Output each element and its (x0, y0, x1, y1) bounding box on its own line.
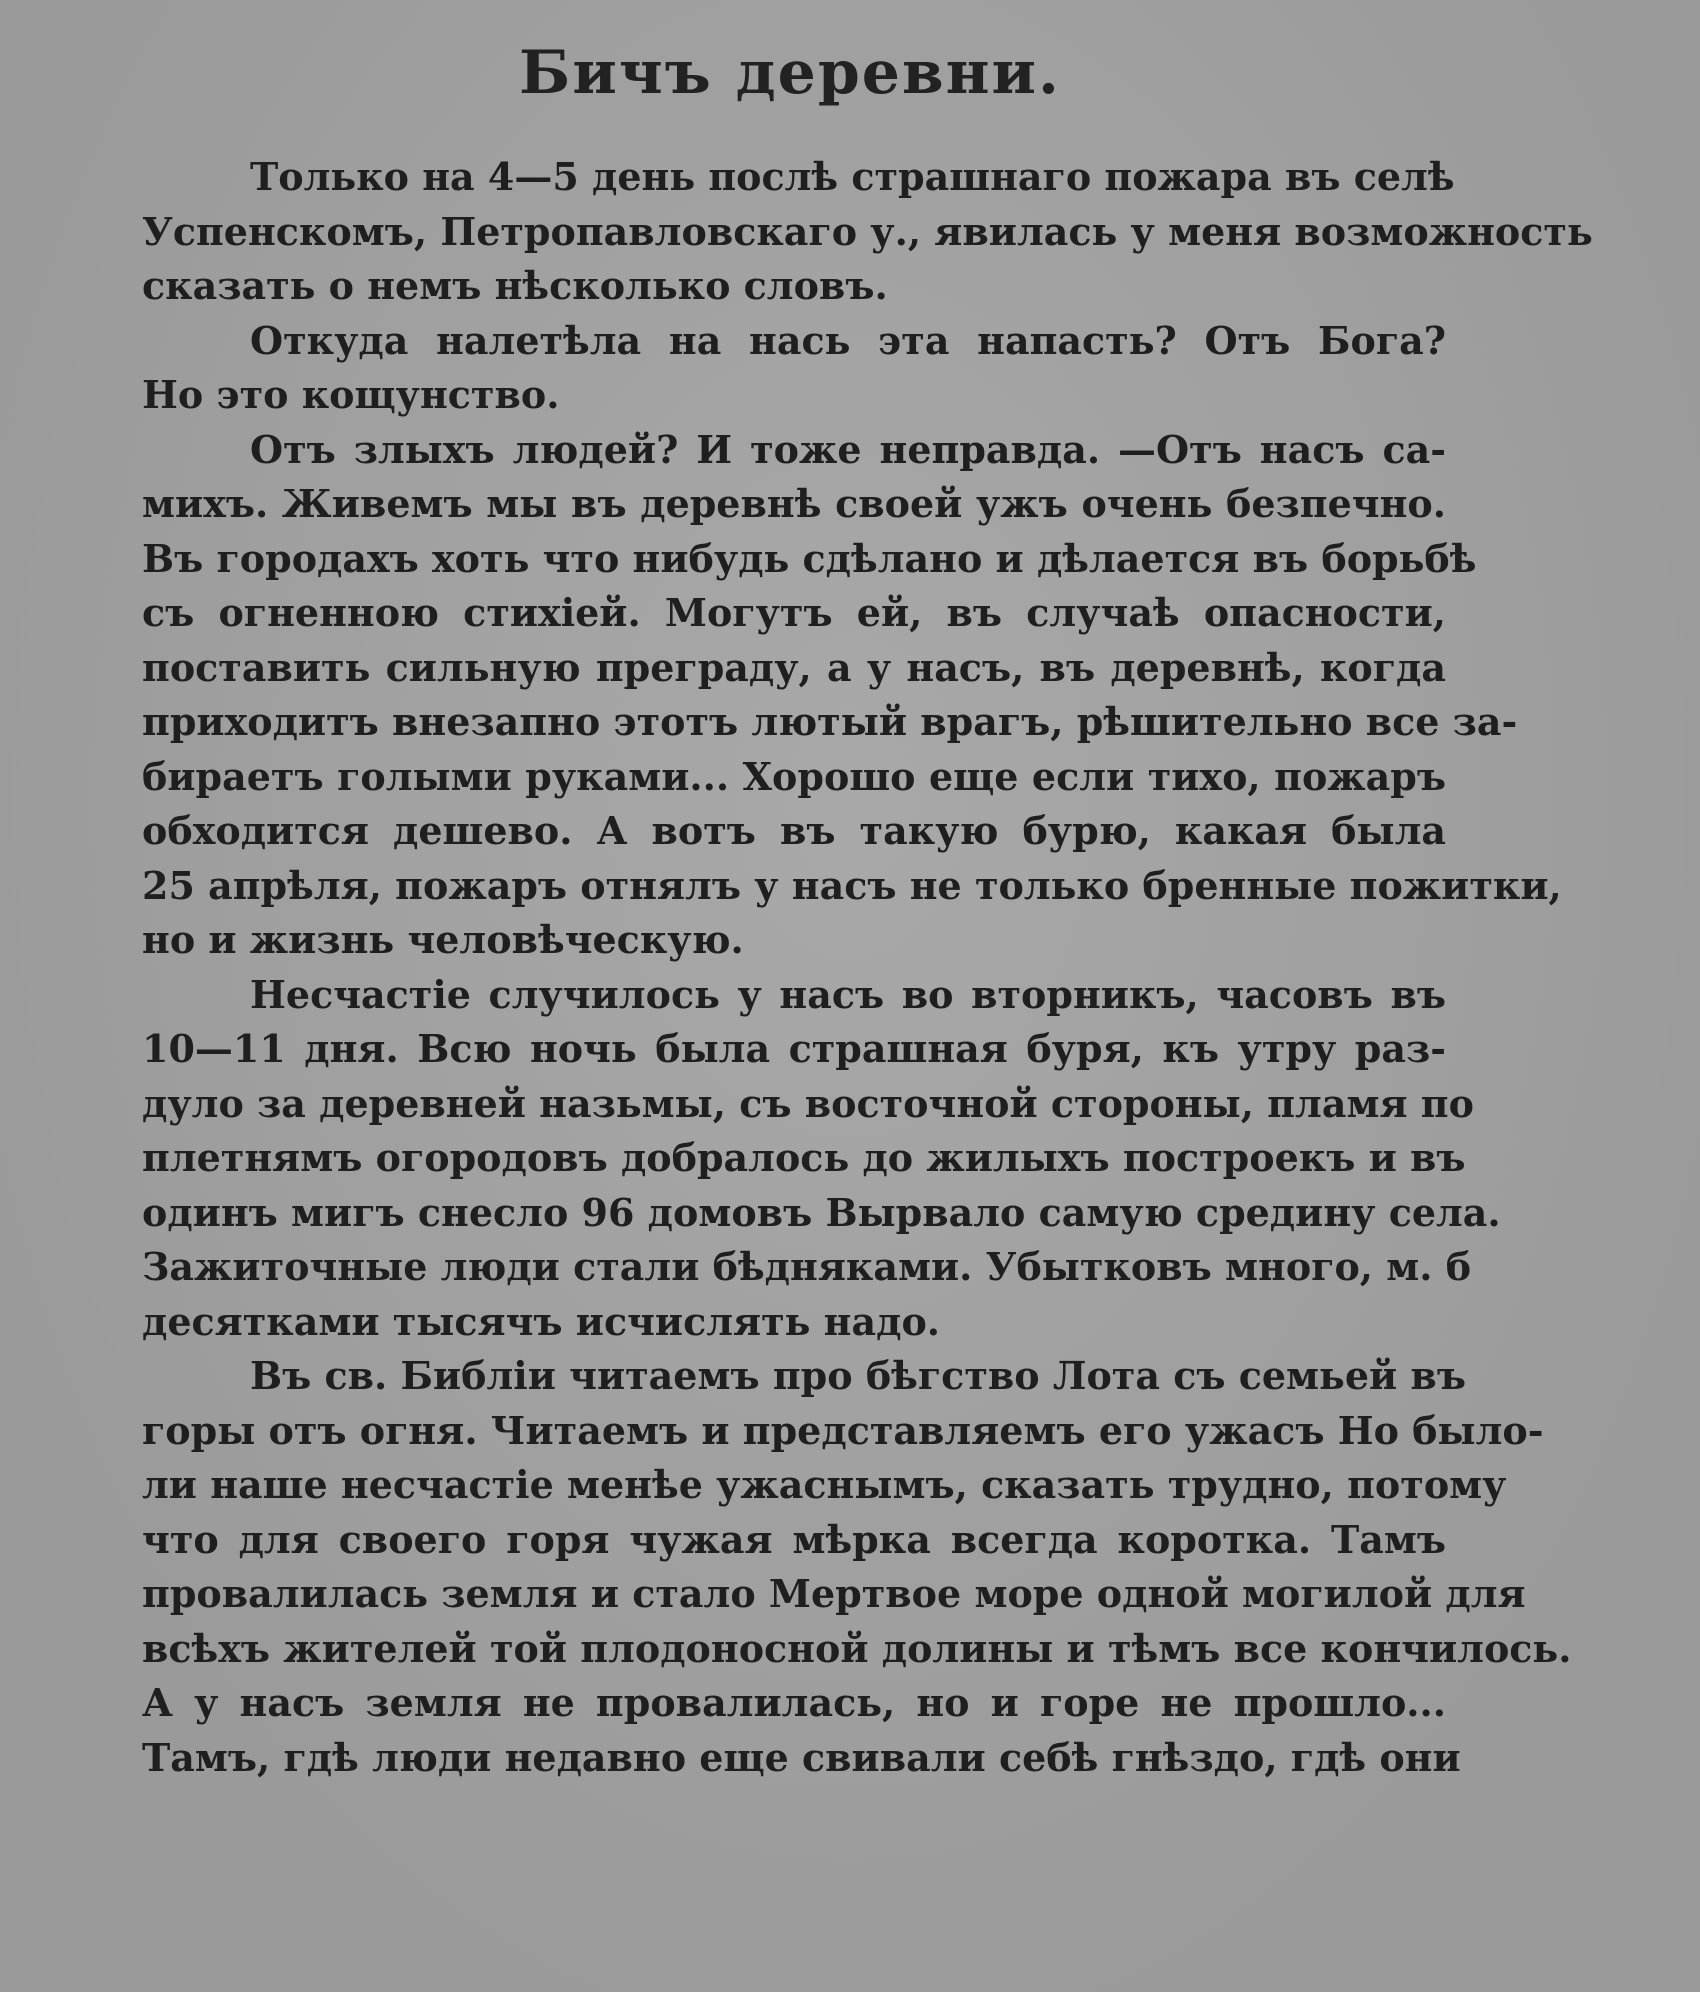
text-line: бираетъ голыми руками... Хорошо еще если тихо, пожаръ (142, 753, 1446, 799)
text-line: горы отъ огня. Читаемъ и представляемъ его ужасъ Но было- (142, 1407, 1544, 1453)
text-line: сказать о немъ нѣсколько словъ. (142, 263, 888, 308)
text-line: всѣхъ жителей той плодоносной долины и тѣмъ все кончилось. (142, 1625, 1572, 1671)
text-line: обходится дешево. А вотъ въ такую бурю, какая была (142, 808, 1446, 853)
text-line: одинъ мигъ снесло 96 домовъ Вырвало самую средину села. (142, 1189, 1501, 1235)
text-line: Только на 4—5 день послѣ страшнаго пожара въ селѣ (250, 154, 1455, 199)
text-line: ли наше несчастіе менѣе ужаснымъ, сказать трудно, потому (142, 1462, 1507, 1507)
text-line: провалилась земля и стало Мертвое море одной могилой для (142, 1571, 1526, 1616)
text-line: но и жизнь человѣческую. (142, 917, 744, 962)
text-line: Въ св. Библіи читаемъ про бѣгство Лота съ семьей въ (250, 1353, 1466, 1398)
text-line: Но это кощунство. (142, 372, 560, 417)
text-line: Успенскомъ, Петропавловскаго у., явилась у меня возможность (142, 208, 1593, 254)
text-line: Откуда налетѣла на нась эта напасть? Отъ Бога? (250, 317, 1446, 363)
text-line: 10—11 дня. Всю ночь была страшная буря, къ утру раз- (142, 1026, 1446, 1071)
text-line: поставить сильную преграду, а у насъ, въ деревнѣ, когда (142, 644, 1446, 690)
text-line: Тамъ, гдѣ люди недавно еще свивали себѣ гнѣздо, гдѣ они (142, 1734, 1461, 1780)
text-line: Зажиточные люди стали бѣдняками. Убытковъ много, м. б (142, 1244, 1472, 1289)
text-line: А у насъ земля не провалилась, но и горе не прошло... (142, 1680, 1446, 1725)
text-line: михъ. Живемъ мы въ деревнѣ своей ужъ очень безпечно. (142, 481, 1446, 526)
article-title: Бичъ деревни. (519, 38, 1061, 108)
text-line: приходитъ внезапно этотъ лютый врагъ, рѣшительно все за- (142, 699, 1518, 744)
text-line: съ огненною стихіей. Могутъ ей, въ случаѣ опасности, (142, 590, 1446, 635)
article-body (142, 150, 1593, 1785)
text-line: десятками тысячъ исчислять надо. (142, 1298, 941, 1344)
text-line: дуло за деревней назьмы, съ восточной стороны, пламя по (142, 1080, 1474, 1126)
text-line: 25 апрѣля, пожаръ отнялъ у насъ не только бренные пожитки, (142, 862, 1562, 908)
text-line: Несчастіе случилось у насъ во вторникъ, часовъ въ (250, 971, 1446, 1017)
text-line: Въ городахъ хоть что нибудь сдѣлано и дѣлается въ борьбѣ (142, 535, 1477, 581)
text-line: что для своего горя чужая мѣрка всегда коротка. Тамъ (142, 1516, 1446, 1562)
text-line: Отъ злыхъ людей? И тоже неправда. —Отъ насъ са- (250, 426, 1446, 472)
text-line: плетнямъ огородовъ добралось до жилыхъ построекъ и въ (142, 1135, 1466, 1180)
